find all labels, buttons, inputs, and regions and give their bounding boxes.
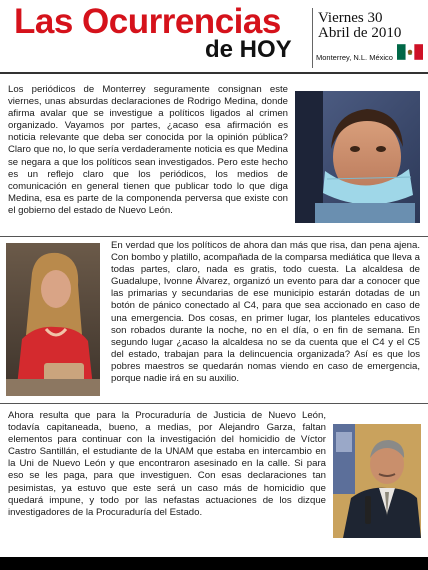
masthead-subtitle: de HOY <box>205 36 292 63</box>
date-month-year: Abril de 2010 <box>318 25 402 41</box>
masthead-divider <box>312 8 313 68</box>
photo-alejandro-garza <box>333 424 421 538</box>
photo-ivonne-alvarez <box>6 243 100 396</box>
section-divider-1 <box>0 236 428 237</box>
article-medina-text: Los periódicos de Monterrey seguramente consignan este viernes, unas absurdas declaraciones de Rodrigo Medina, donde afirma avalar que se investigue a políticos ligados al crimen organizado. Vayamos por partes, ¿acaso esa afirmación es noticia relevante que deba ser conocida por la opinión pública? Claro que no, lo que sería verdaderamente noticia es que Medina se negara a que los políticos sean investigados. Pero este hecho es un reflejo claro que los periódicos, los medios de comunicación en general tienen que publicar todo lo que diga Medina, esa es parte de la componenda perversa que existe con el gobierno del estado de Nuevo León. <box>8 84 288 216</box>
city-label: Monterrey, N.L. México <box>316 53 393 62</box>
date-weekday: Viernes 30 <box>318 10 383 26</box>
section-divider-2 <box>0 403 428 404</box>
masthead-title: Las Ocurrencias <box>14 2 281 41</box>
article-guadalupe-text: En verdad que los políticos de ahora dan más que risa, dan pena ajena. Con bombo y platillo, acompañada de la comparsa mediática que lleva a todas partes, claro, nada es gratis, todo cuesta. La alcaldesa de Guadalupe, Ivonne Álvarez, organizó un evento para dar a conocer que las primarias y secundarias de ese municipio estarán dotadas de un botón de pánico conectado al C4, para que sea accionado en caso de una emergencia. Dos cosas, en primer lugar, los planteles educativos son robados durante la noche, no en el día, o en fin de semana. En segundo lugar ¿acaso la alcaldesa no se da cuenta que el C4 y el C5 del estado, trabajan para la delincuencia organizada? Así es que los pobres maestros se quedarán nomas viendo en caso de emergencia, porque nadie irá en su auxilio. <box>111 240 420 385</box>
photo-rodrigo-medina <box>295 91 420 223</box>
mexico-flag-icon <box>397 44 423 60</box>
footer-bar <box>0 557 428 570</box>
masthead <box>0 0 428 72</box>
header-rule <box>0 72 428 74</box>
article-procuraduria-text: Ahora resulta que para la Procuraduría de Justicia de Nuevo León, todavía capitaneada, bueno, a medias, por Alejandro Garza, faltan elementos para continuar con la investigación del homicidio de Víctor Castro Santillán, el estudiante de la UNAM que estaba en intercambio en la Uni de Nuevo León y que encontraron asesinado en la calle. Si para eso se les paga, para que investiguen. Con esas declaraciones tan pesimistas, ya estuvo que este será un caso más de homicidio que quedará impune, y todo por las nefastas actuaciones de los dizque investigadores de la Procuraduría del Estado. <box>8 410 326 518</box>
